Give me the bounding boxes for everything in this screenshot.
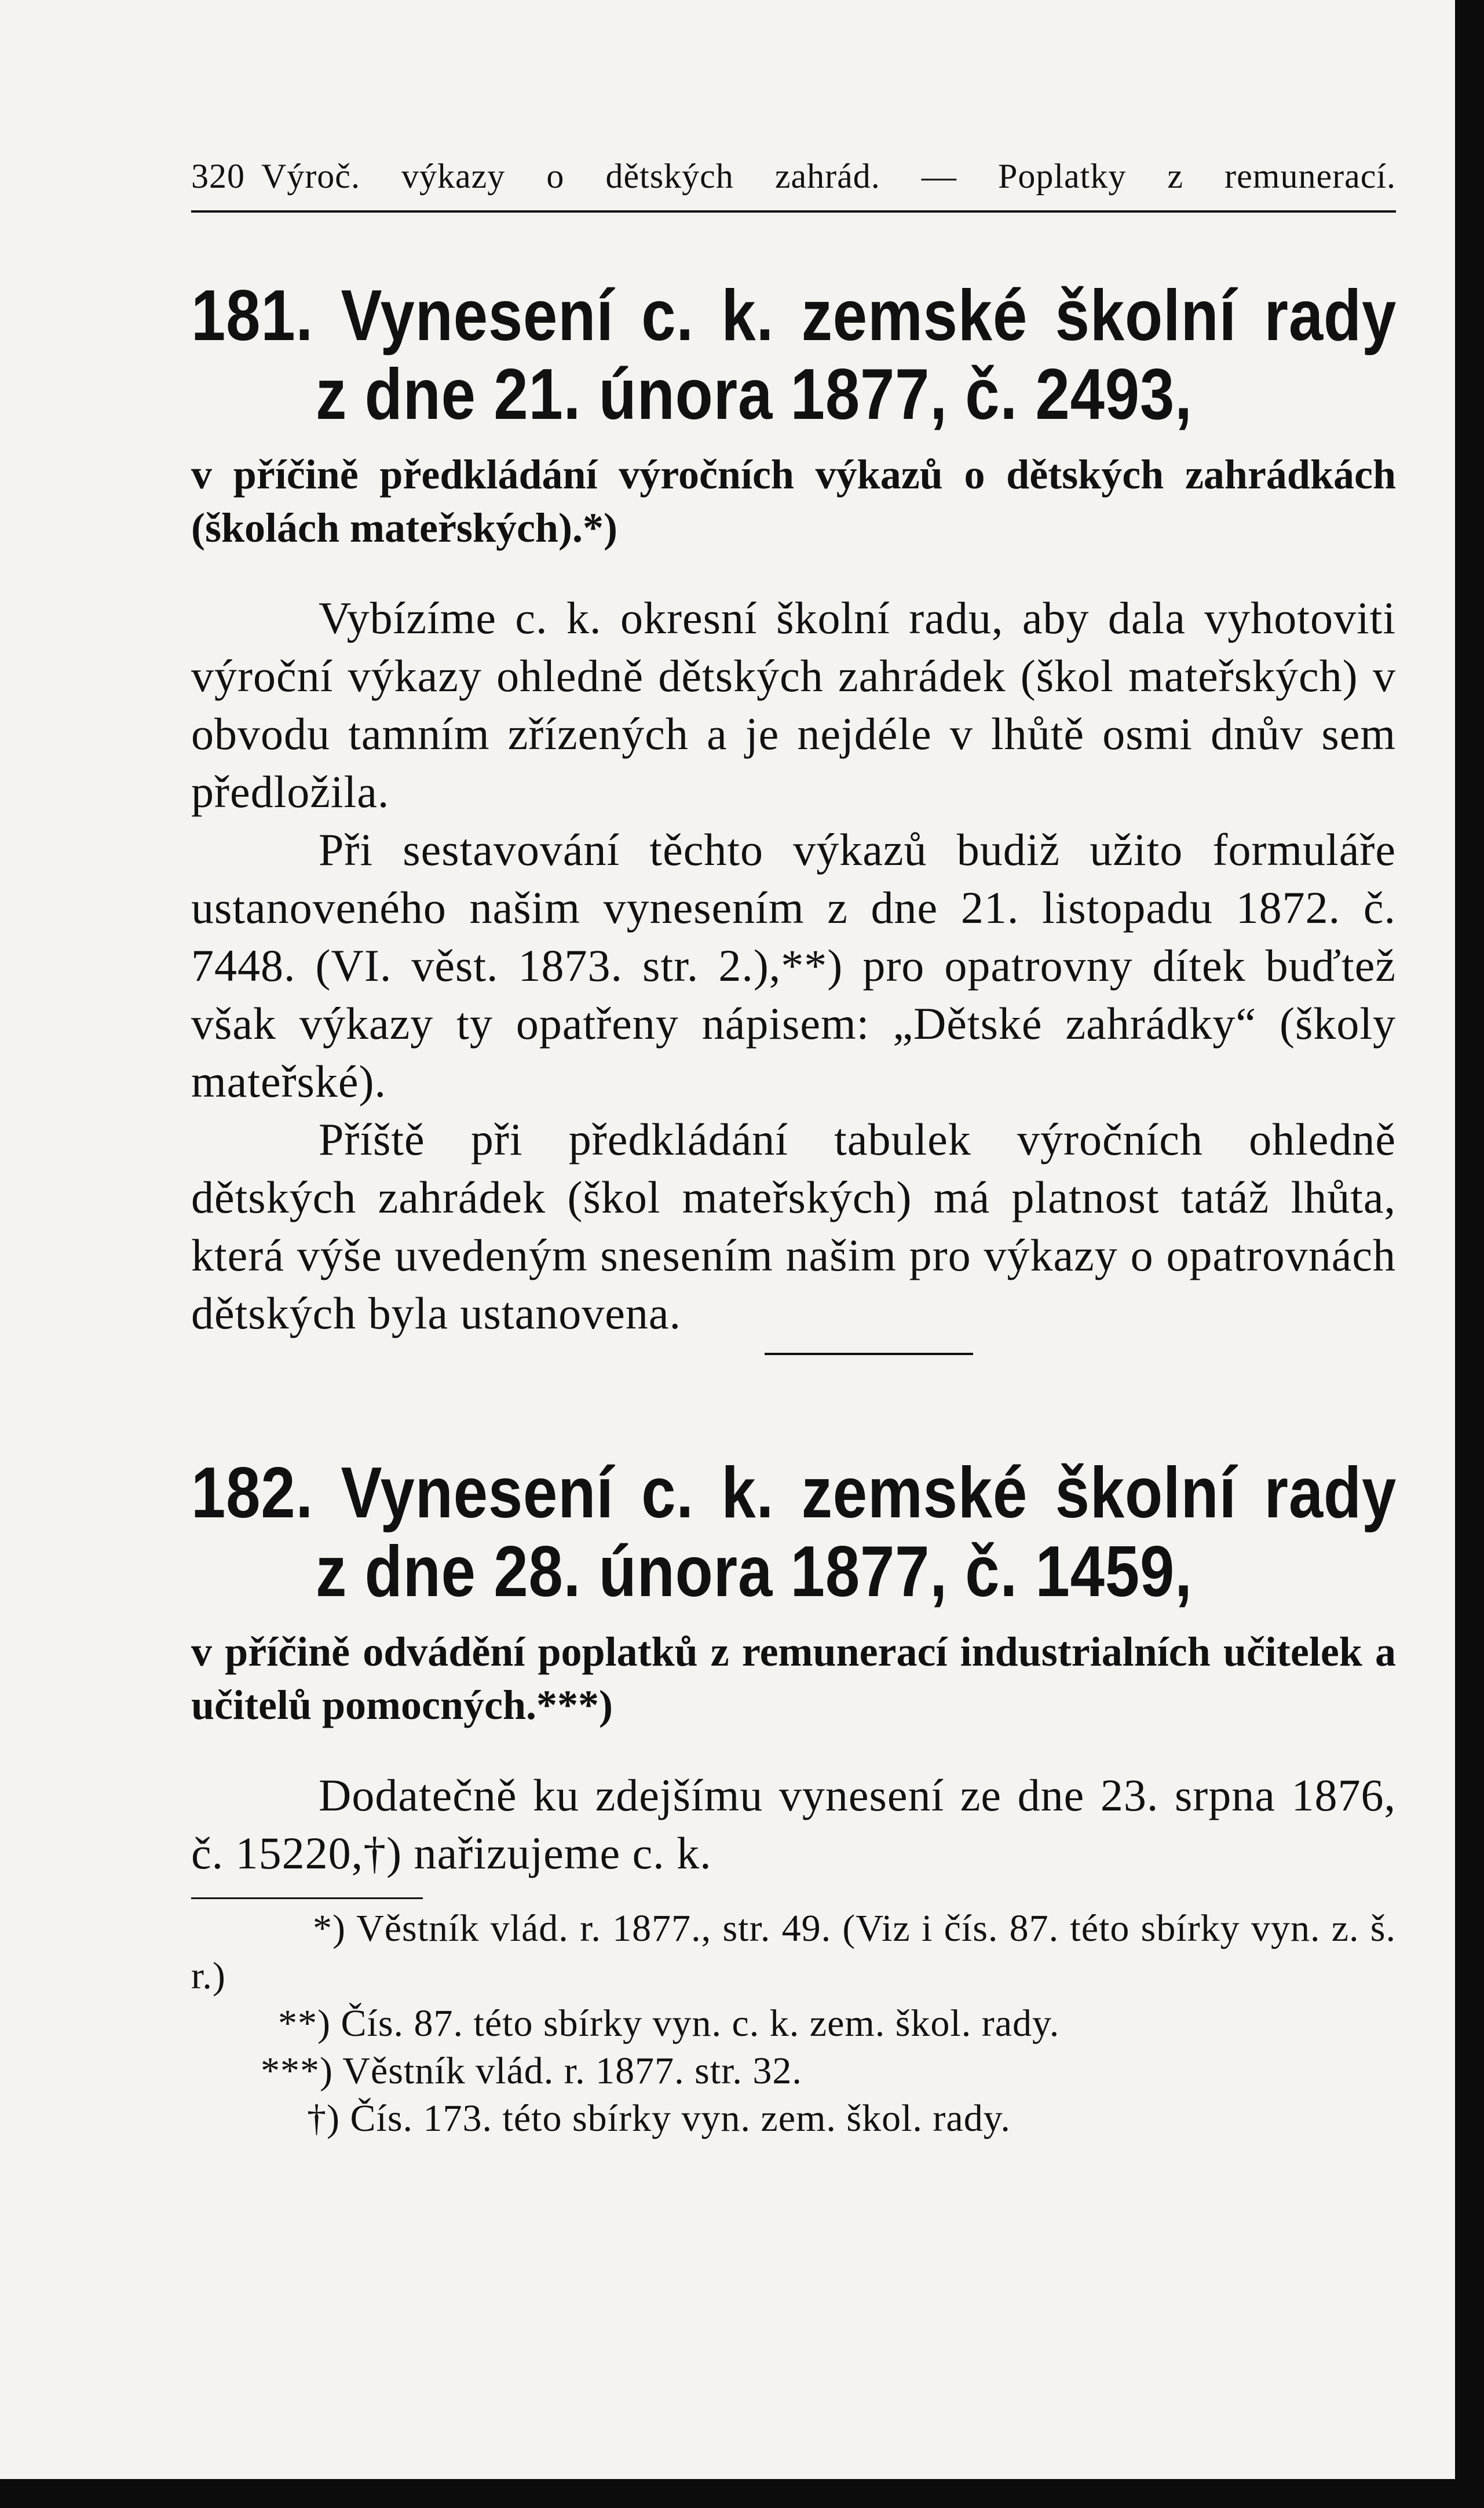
running-head-title: Výroč. výkazy o dětských zahrád. — Poplatky z remunerací. bbox=[261, 157, 1396, 195]
section-181-paragraph: Příště při předkládání tabulek výročních ohledně dětských zahrádek (škol mateřských) má platnost tatáž lhůta, která výše uvedeným snesením našim pro výkazy o opatrovnách dětských byla ustanovena. bbox=[191, 1114, 1396, 1338]
section-181-subheading: v příčině předkládání výročních výkazů o dětských zahrádkách (školách mateřských).*) bbox=[191, 451, 1396, 551]
section-181-heading-line2: z dne 21. února 1877, č. 2493, bbox=[316, 355, 1193, 435]
section-181-heading-line1: 181. Vynesení c. k. zemské školní rady bbox=[191, 276, 1397, 356]
section-181-heading bbox=[191, 276, 1397, 434]
section-182-heading bbox=[191, 1454, 1397, 1611]
footnote: **) Čís. 87. této sbírky vyn. c. k. zem. škol. rady. bbox=[278, 2002, 1060, 2045]
scan-border-right bbox=[1455, 0, 1484, 2508]
section-181-paragraph: Při sestavování těchto výkazů budiž užito formuláře ustanoveného našim vynesením z dne 21. listopadu 1872. č. 7448. (VI. věst. 1873. str. 2.),**) pro opatrovny dítek buďtež však výkazy ty opatřeny nápisem: „Dětské zahrádky“ (školy mateřské). bbox=[191, 824, 1396, 1107]
section-182-paragraph: Dodatečně ku zdejšímu vynesení ze dne 23. srpna 1876, č. 15220,†) nařizujeme c. k. bbox=[191, 1770, 1396, 1878]
section-separator bbox=[765, 1353, 973, 1355]
footnote: *) Věstník vlád. r. 1877., str. 49. (Viz i čís. 87. této sbírky vyn. z. š. r.) bbox=[191, 1907, 1396, 1997]
section-182-heading-line2: z dne 28. února 1877, č. 1459, bbox=[316, 1532, 1193, 1612]
running-head bbox=[191, 156, 1396, 213]
section-181-paragraph: Vybízíme c. k. okresní školní radu, aby dala vyhotoviti výroční výkazy ohledně dětských zahrádek (škol mateřských) v obvodu tamním zřízených a je nejdéle v lhůtě osmi dnův sem předložila. bbox=[191, 593, 1396, 817]
footnote: ***) Věstník vlád. r. 1877. str. 32. bbox=[261, 2050, 802, 2092]
page-content bbox=[191, 156, 1396, 2142]
footnote: †) Čís. 173. této sbírky vyn. zem. škol. rady. bbox=[307, 2097, 1011, 2140]
section-182-subheading: v příčině odvádění poplatků z remunerací industrialních učitelek a učitelů pomocných.***) bbox=[191, 1629, 1396, 1728]
section-182-heading-line1: 182. Vynesení c. k. zemské školní rady bbox=[191, 1453, 1397, 1533]
page-number: 320 bbox=[191, 157, 245, 195]
scan-border-bottom bbox=[0, 2479, 1484, 2508]
